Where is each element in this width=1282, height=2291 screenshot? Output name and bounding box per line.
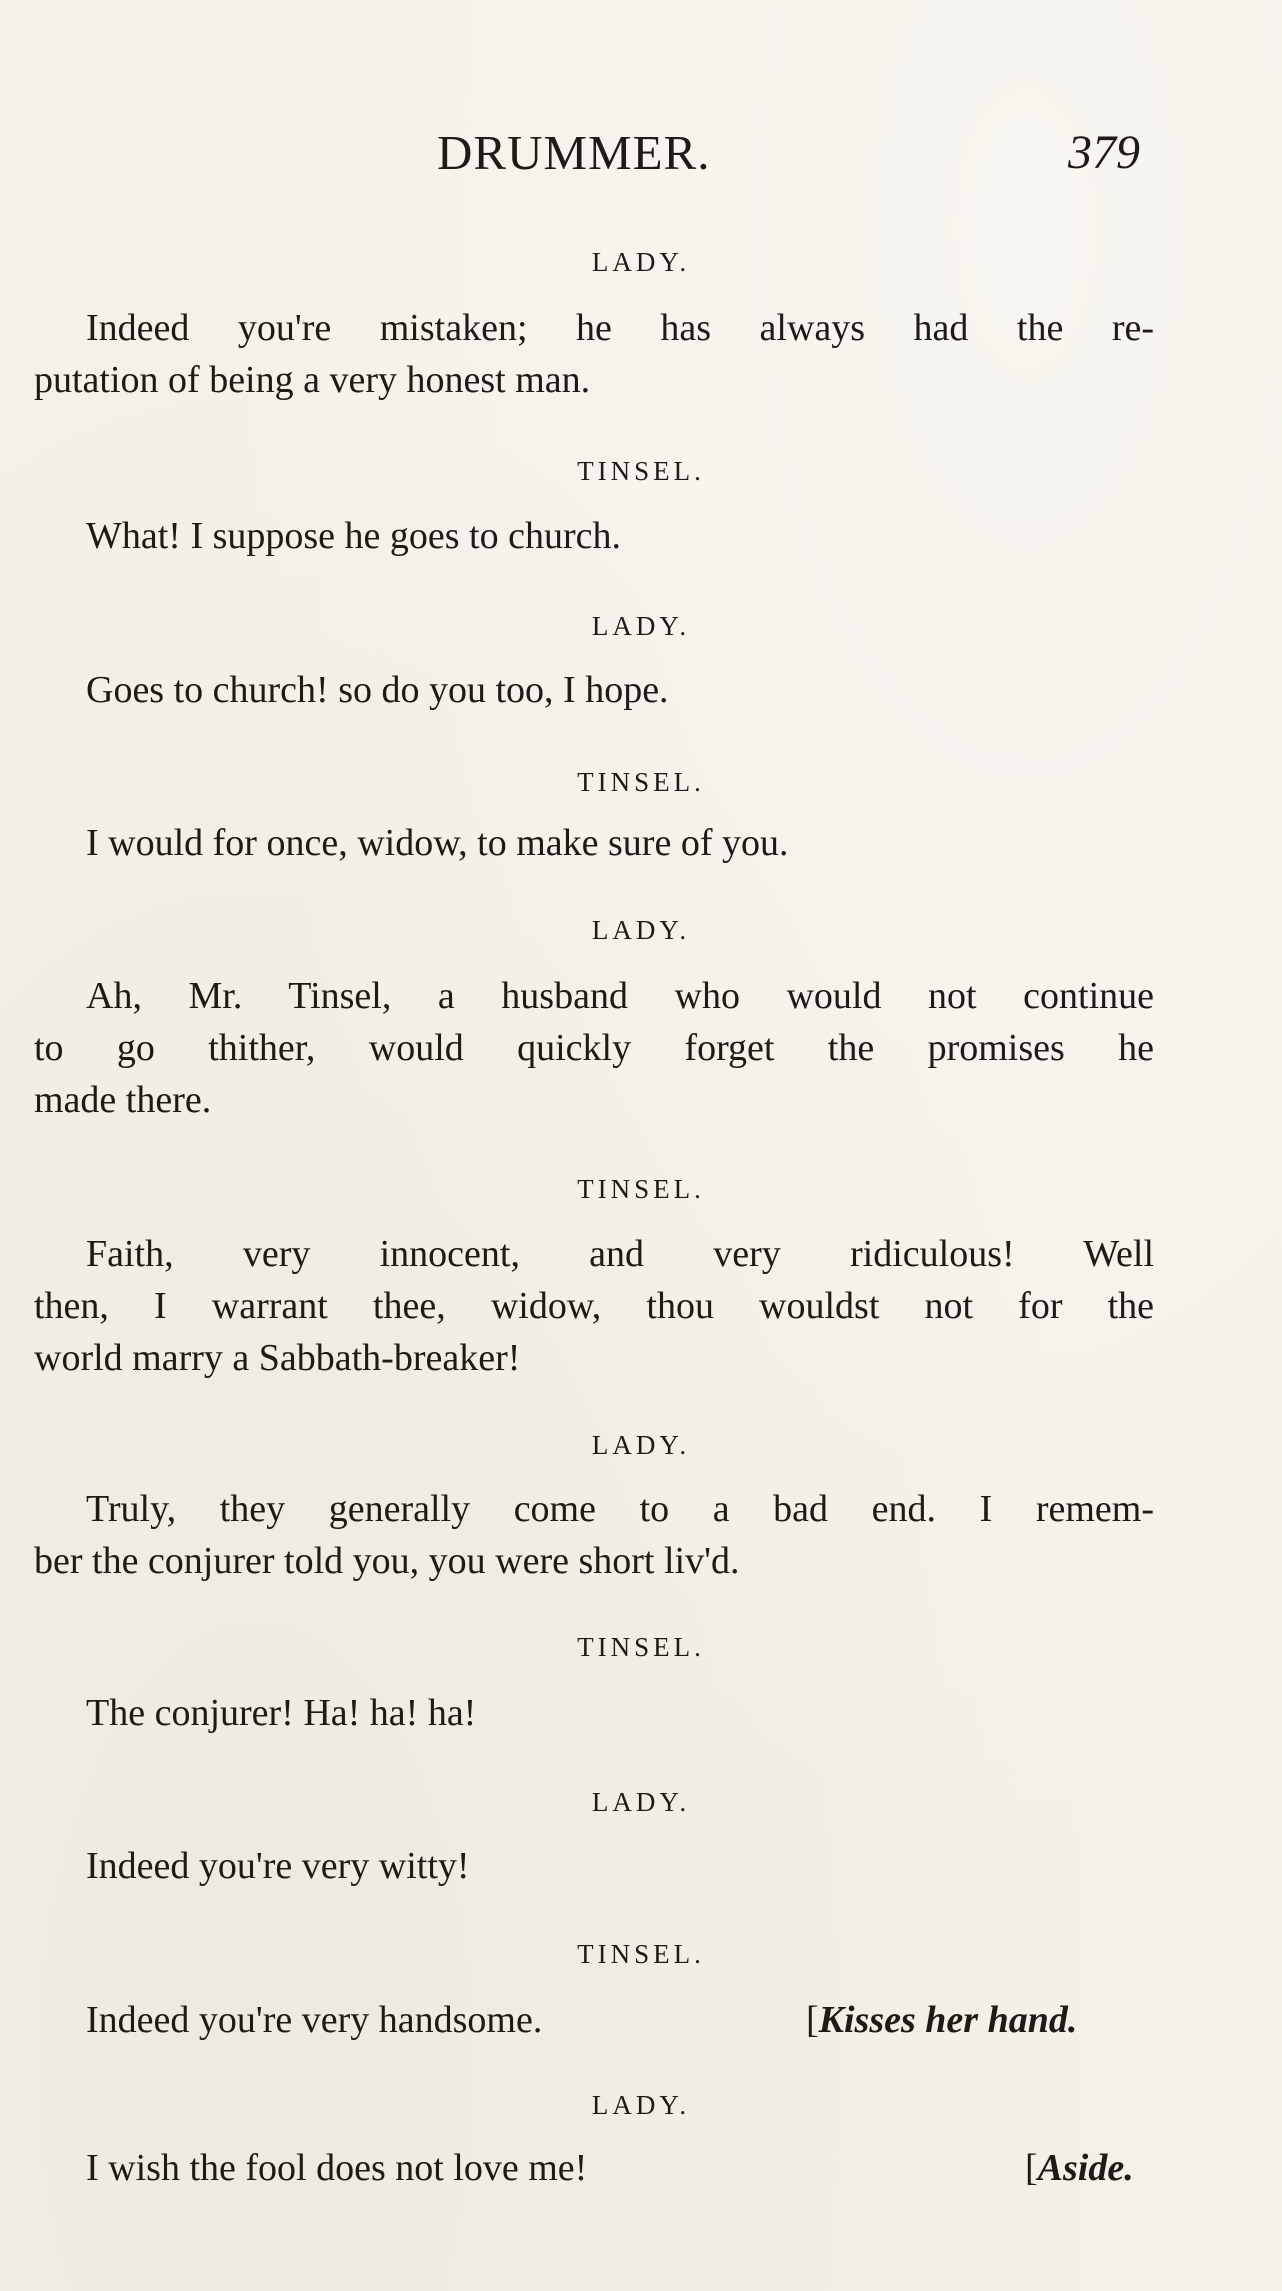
speech-line: Faith, very innocent, and very ridiculous! Well (86, 1233, 1154, 1275)
speaker-label: LADY. (591, 2090, 691, 2120)
speaker-label: LADY. (591, 915, 691, 945)
speech-paragraph (34, 1228, 1154, 1384)
speech-line: Indeed you're very handsome. (86, 1999, 543, 2041)
speech-paragraph (34, 510, 1154, 562)
speech-paragraph (34, 970, 1154, 1126)
speech-line: world marry a Sabbath-breaker! (34, 1337, 521, 1379)
speech-line: made there. (34, 1079, 212, 1121)
speech-paragraph (34, 1840, 1154, 1892)
speech-paragraph (34, 2142, 1154, 2194)
speech-line: then, I warrant thee, widow, thou wouldst not for the (34, 1285, 1154, 1327)
stage-direction-text: Aside. (1037, 2147, 1134, 2189)
speech-line: to go thither, would quickly forget the promises he (34, 1027, 1154, 1069)
speaker-label: LADY. (591, 611, 691, 641)
speaker-label: TINSEL. (577, 1939, 705, 1969)
speech-paragraph (34, 1687, 1154, 1739)
speech-line: Indeed you're mistaken; he has always had the re- (86, 307, 1154, 349)
speech-paragraph (34, 1483, 1154, 1587)
stage-direction-bracket: [ (806, 1999, 819, 2041)
stage-direction-bracket: [ (1025, 2147, 1038, 2189)
stage-direction (806, 1994, 1077, 2046)
speaker-label: TINSEL. (577, 767, 705, 797)
running-title: DRUMMER. (437, 125, 711, 180)
speech-paragraph (34, 302, 1154, 406)
speech-line: Indeed you're very witty! (86, 1845, 470, 1887)
stage-direction-text: Kisses her hand. (818, 1999, 1078, 2041)
speaker-label: LADY. (591, 247, 691, 277)
speech-paragraph (34, 664, 1154, 716)
speaker-label: LADY. (591, 1787, 691, 1817)
speech-line: Goes to church! so do you too, I hope. (86, 669, 669, 711)
speaker-label: TINSEL. (577, 1632, 705, 1662)
page-header (0, 118, 1282, 188)
speech-line: Ah, Mr. Tinsel, a husband who would not continue (86, 975, 1154, 1017)
speech-line: ber the conjurer told you, you were short liv'd. (34, 1540, 740, 1582)
speaker-label: TINSEL. (577, 456, 705, 486)
speech-line: I would for once, widow, to make sure of you. (86, 822, 789, 864)
stage-direction (1025, 2142, 1134, 2194)
speaker-label: TINSEL. (577, 1174, 705, 1204)
speech-paragraph (34, 817, 1154, 869)
page-number: 379 (1068, 126, 1140, 179)
speech-line: The conjurer! Ha! ha! ha! (86, 1692, 477, 1734)
speech-line: putation of being a very honest man. (34, 359, 591, 401)
speech-line: Truly, they generally come to a bad end. I remem- (86, 1488, 1154, 1530)
speaker-label: LADY. (591, 1430, 691, 1460)
speech-line: What! I suppose he goes to church. (86, 515, 622, 557)
speech-line: I wish the fool does not love me! (86, 2147, 588, 2189)
